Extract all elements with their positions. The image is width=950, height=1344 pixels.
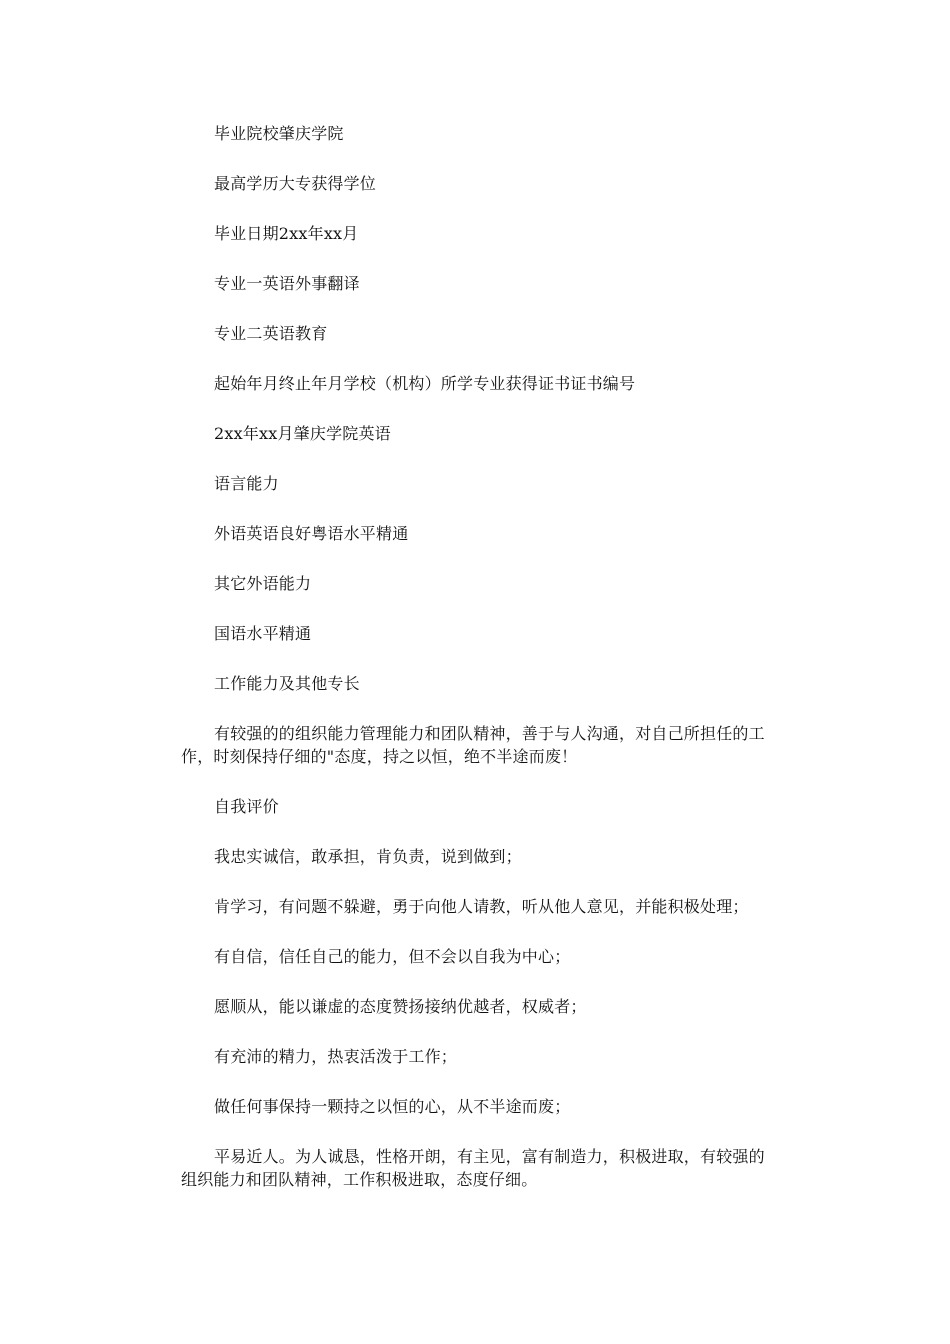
paragraph-self-evaluation-6: 做任何事保持一颗持之以恒的心，从不半途而废； xyxy=(214,1097,571,1116)
paragraph-self-evaluation-5: 有充沛的精力，热衷活泼于工作； xyxy=(214,1047,458,1066)
paragraph-self-evaluation-4: 愿顺从，能以谦虚的态度赞扬接纳优越者，权威者； xyxy=(214,997,587,1016)
paragraph-self-evaluation-1: 我忠实诚信，敢承担，肯负责，说到做到； xyxy=(214,847,522,866)
paragraph-self-evaluation-7: 平易近人。为人诚恳，性格开朗，有主见，富有制造力，积极进取，有较强的组织能力和团队精神，工作积极进取，态度仔细。 xyxy=(181,1147,765,1189)
heading-language-ability: 语言能力 xyxy=(214,474,279,493)
paragraph-graduate-school: 毕业院校肇庆学院 xyxy=(214,124,344,143)
paragraph-education-entry: 2xx年xx月肇庆学院英语 xyxy=(214,424,391,443)
paragraph-self-evaluation-3: 有自信，信任自己的能力，但不会以自我为中心； xyxy=(214,947,571,966)
document-body xyxy=(181,122,771,1218)
paragraph-major-two: 专业二英语教育 xyxy=(214,324,328,343)
heading-work-ability: 工作能力及其他专长 xyxy=(214,674,360,693)
paragraph-education-table-header: 起始年月终止年月学校（机构）所学专业获得证书证书编号 xyxy=(214,374,636,393)
paragraph-foreign-language: 外语英语良好粤语水平精通 xyxy=(214,524,409,543)
heading-self-evaluation: 自我评价 xyxy=(214,797,279,816)
paragraph-work-ability-description: 有较强的的组织能力管理能力和团队精神，善于与人沟通，对自己所担任的工作，时刻保持仔细的"态度，持之以恒，绝不半途而废！ xyxy=(181,724,765,766)
paragraph-major-one: 专业一英语外事翻译 xyxy=(214,274,360,293)
paragraph-highest-education: 最高学历大专获得学位 xyxy=(214,174,377,193)
paragraph-self-evaluation-2: 肯学习，有问题不躲避，勇于向他人请教，听从他人意见，并能积极处理； xyxy=(214,897,749,916)
paragraph-other-languages: 其它外语能力 xyxy=(214,574,312,593)
paragraph-graduation-date: 毕业日期2xx年xx月 xyxy=(214,224,359,243)
paragraph-mandarin-level: 国语水平精通 xyxy=(214,624,312,643)
